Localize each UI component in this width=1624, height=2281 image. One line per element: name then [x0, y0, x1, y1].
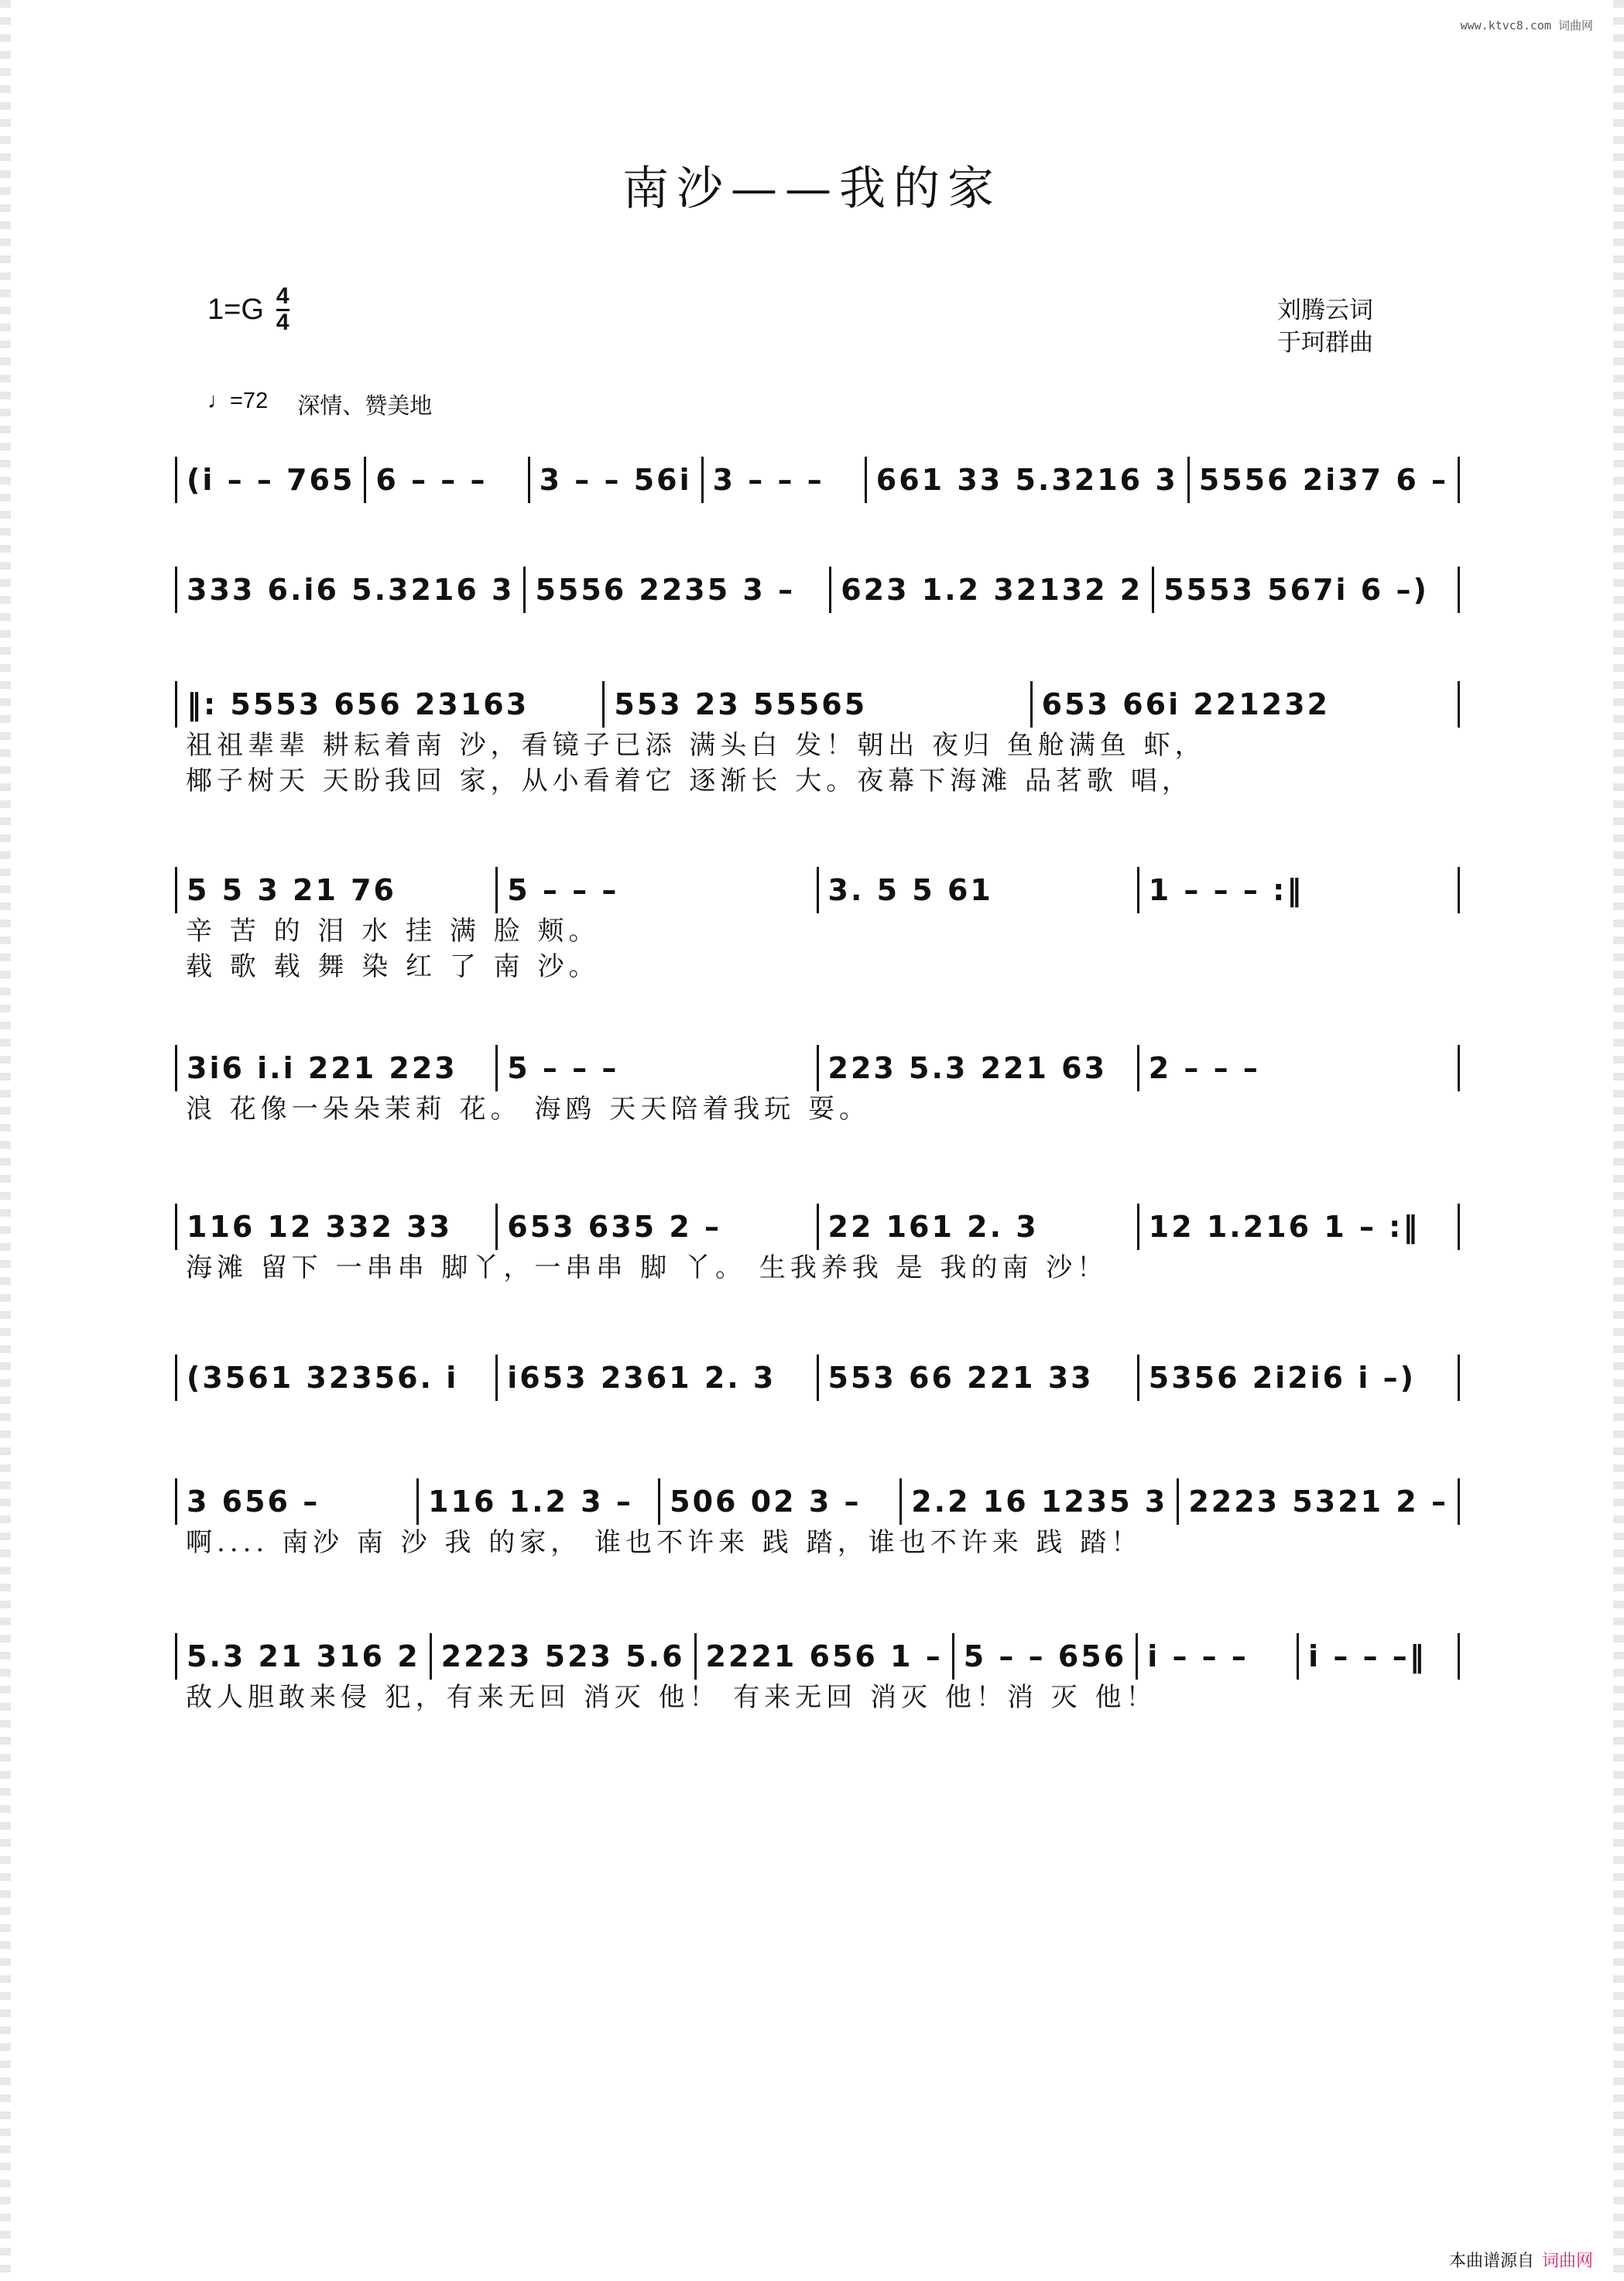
barline [1177, 1478, 1179, 1525]
lyric-line: 浪 花像一朵朵茉莉 花。 海鸥 天天陪着我玩 耍。 [186, 1094, 871, 1125]
measure: i̇ – – –‖ [1308, 1639, 1427, 1673]
staff-line [175, 1204, 1460, 1250]
score-system [175, 1355, 1460, 1401]
barline [865, 457, 867, 503]
barline [701, 457, 704, 503]
measure: 661 33 5.3216 3 [875, 463, 1178, 497]
site-watermark: www.ktvc8.com 词曲网 [1460, 19, 1593, 33]
barline [952, 1633, 954, 1680]
barline [817, 1355, 819, 1401]
measure: 3. 5 5 61 [827, 873, 993, 907]
barline [658, 1478, 660, 1525]
score-system [175, 567, 1460, 613]
measure: 5 – – – [507, 873, 619, 907]
measure: 506 02 3 – [670, 1485, 862, 1519]
measure: 3 – – 56i̇ [539, 463, 692, 497]
lyric-line: 椰子树天 天盼我回 家，从小看着它 逐渐长 大。夜幕下海滩 品茗歌 唱， [186, 765, 1193, 796]
score-system [175, 1633, 1460, 1715]
measure: 2223 523 5.6 [440, 1639, 685, 1673]
barline [1030, 681, 1033, 728]
measure: 12 1.216 1 – :‖ [1148, 1210, 1420, 1244]
lyric-line: 啊.... 南沙 南 沙 我 的家， 谁也不许来 践 踏，谁也不许来 践 踏！ [186, 1527, 1143, 1558]
barline [1152, 567, 1154, 613]
measure: 653 66i̇ 221232 [1041, 687, 1330, 721]
barline [1137, 1355, 1139, 1401]
barline [1137, 1045, 1139, 1091]
barline [495, 867, 498, 913]
score-system [175, 457, 1460, 503]
measure: 6 – – – [375, 463, 488, 497]
barline [1136, 1633, 1138, 1680]
key-label: 1=G [207, 293, 264, 326]
staff-line [175, 1355, 1460, 1401]
barline [829, 567, 831, 613]
measure: 116 12 332 33 [187, 1210, 453, 1244]
measure: 116 1.2 3 – [428, 1485, 633, 1519]
lyricist-credit: 刘腾云词 [1277, 296, 1373, 324]
score-system [175, 1204, 1460, 1286]
measure: 5 – – – [507, 1051, 619, 1085]
measure: 2 – – – [1148, 1051, 1260, 1085]
barline [1187, 457, 1190, 503]
left-border-strip [0, 0, 11, 2281]
time-signature-bottom: 4 [276, 310, 290, 335]
time-signature [276, 285, 290, 334]
measure: 223 5.3 221 63 [827, 1051, 1108, 1085]
barline [416, 1478, 419, 1525]
staff-line [175, 457, 1460, 503]
credits [1277, 294, 1373, 359]
measure: 2223 5321 2 – [1188, 1485, 1448, 1519]
barline [899, 1478, 902, 1525]
footer-brand: 词曲网 [1541, 2251, 1593, 2270]
barline [1297, 1633, 1299, 1680]
barline [495, 1204, 498, 1250]
measure: ‖: 5553 656 23163 [187, 687, 529, 721]
staff-line [175, 567, 1460, 613]
barline [602, 681, 605, 728]
score-system [175, 867, 1460, 985]
measure: 2.2 16 1235 3 [911, 1485, 1168, 1519]
barline [817, 1045, 819, 1091]
measure: 333 6.i̇6 5.3216 3 [187, 573, 515, 607]
barline [430, 1633, 432, 1680]
measure: 623 1.2 32132 2 [841, 573, 1143, 607]
measure: (i̇ – – 765 [187, 463, 355, 497]
barline [694, 1633, 697, 1680]
lyric-line: 敌人胆敢来侵 犯，有来无回 消灭 他！ 有来无回 消灭 他！消 灭 他！ [186, 1682, 1157, 1713]
time-signature-top: 4 [276, 285, 290, 311]
measure: 5556 2i̇37 6 – [1198, 463, 1449, 497]
tempo-bpm: ♩=72 [207, 389, 269, 413]
composer-credit: 于珂群曲 [1277, 329, 1373, 356]
measure: 3i̇6 i̇.i̇ 221 223 [187, 1051, 457, 1085]
barline [1137, 1204, 1139, 1250]
measure: 3 – – – [712, 463, 824, 497]
measure: 553 66 221 33 [827, 1361, 1094, 1395]
lyric-line: 祖祖辈辈 耕耘着南 沙，看镜子已添 满头白 发！朝出 夜归 鱼舱满鱼 虾， [186, 730, 1206, 761]
staff-line [175, 1633, 1460, 1680]
barline [495, 1045, 498, 1091]
measure: 1 – – – :‖ [1148, 873, 1304, 907]
song-title: 南沙——我的家 [622, 162, 1002, 216]
measure: i̇653 2361 2. 3 [507, 1361, 776, 1395]
footer [1449, 2248, 1593, 2272]
score-system [175, 1478, 1460, 1560]
lyric-line: 辛 苦 的 泪 水 挂 满 脸 颊。 [186, 916, 600, 947]
measure: 5356 2i̇2i̇6 i̇ –) [1148, 1361, 1416, 1395]
measure: 5.3 21 316 2 [187, 1639, 420, 1673]
right-border-strip [1613, 0, 1624, 2281]
measure: 5553 567i̇ 6 –) [1163, 573, 1429, 607]
measure: 553 23 55565 [614, 687, 868, 721]
measure: 2221 656 1 – [705, 1639, 943, 1673]
measure: 5556 2235 3 – [535, 573, 796, 607]
measure: i̇ – – – [1147, 1639, 1249, 1673]
barline [817, 867, 819, 913]
lyric-line: 海滩 留下 一串串 脚丫，一串串 脚 丫。 生我养我 是 我的南 沙！ [186, 1252, 1108, 1283]
barline [523, 567, 526, 613]
barline [528, 457, 530, 503]
footer-source: 本曲谱源自 [1448, 2251, 1534, 2270]
measure: (3561 32356. i̇ [187, 1361, 459, 1395]
measure: 5 5 3 21 76 [187, 873, 397, 907]
key-signature [207, 285, 290, 334]
barline [364, 457, 366, 503]
tempo-expression: 深情、赞美地 [297, 394, 433, 419]
score-system [175, 681, 1460, 799]
barline [1137, 867, 1139, 913]
staff-line [175, 1478, 1460, 1525]
barline [495, 1355, 498, 1401]
measure: 5 – – 656 [963, 1639, 1127, 1673]
measure: 22 161 2. 3 [827, 1210, 1039, 1244]
score-system [175, 1045, 1460, 1127]
staff-line [175, 867, 1460, 913]
staff-line [175, 681, 1460, 728]
barline [817, 1204, 819, 1250]
measure: 653 635 2 – [507, 1210, 722, 1244]
lyric-line: 载 歌 载 舞 染 红 了 南 沙。 [186, 951, 600, 982]
tempo-marking [207, 389, 432, 420]
measure: 3 656 – [187, 1485, 320, 1519]
staff-line [175, 1045, 1460, 1091]
